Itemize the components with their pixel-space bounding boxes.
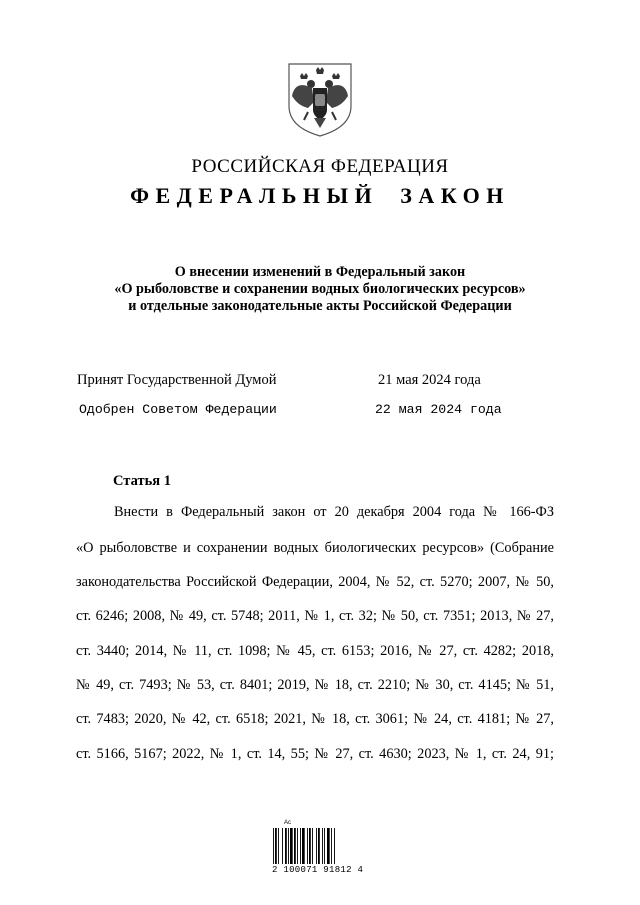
law-title-line: «О рыболовстве и сохранении водных биологических ресурсов» <box>114 281 526 297</box>
law-title <box>0 264 640 315</box>
article-line: ст. 6246; 2008, № 49, ст. 5748; 2011, № 1, ст. 32; № 50, ст. 7351; 2013, № 27, <box>76 608 554 624</box>
article-line: ст. 5166, 5167; 2022, № 1, ст. 14, 55; № 27, ст. 4630; 2023, № 1, ст. 24, 91; <box>76 746 554 762</box>
article-line: ст. 7483; 2020, № 42, ст. 6518; 2021, № 18, ст. 3061; № 24, ст. 4181; № 27, <box>76 711 554 727</box>
article-heading: Статья 1 <box>113 473 171 489</box>
barcode-bars <box>272 828 356 864</box>
council-approval-date: 22 мая 2024 года <box>375 402 502 417</box>
barcode-mark: Ac <box>284 820 292 826</box>
duma-adoption-label: Принят Государственной Думой <box>77 372 277 388</box>
article-line: законодательства Российской Федерации, 2004, № 52, ст. 5270; 2007, № 50, <box>76 574 554 590</box>
country-name: РОССИЙСКАЯ ФЕДЕРАЦИЯ <box>191 156 449 177</box>
document-type: ФЕДЕРАЛЬНЫЙ ЗАКОН <box>130 183 510 208</box>
law-title-line: О внесении изменений в Федеральный закон <box>174 264 466 280</box>
article-line: № 49, ст. 7493; № 53, ст. 8401; 2019, № 18, ст. 2210; № 30, ст. 4145; № 51, <box>76 677 554 693</box>
law-title-line: и отдельные законодательные акты Российской Федерации <box>128 298 512 314</box>
council-approval-label: Одобрен Советом Федерации <box>79 402 277 417</box>
article-line: ст. 3440; 2014, № 11, ст. 1098; № 45, ст. 6153; 2016, № 27, ст. 4282; 2018, <box>76 643 554 659</box>
duma-adoption-date: 21 мая 2024 года <box>378 372 481 388</box>
article-line: Внести в Федеральный закон от 20 декабря 2004 года № 166-ФЗ <box>114 504 554 520</box>
barcode-digits: 2 100071 91812 4 <box>272 865 364 875</box>
article-line: «О рыболовстве и сохранении водных биологических ресурсов» (Собрание <box>76 540 554 556</box>
barcode <box>272 820 364 878</box>
coat-of-arms-icon <box>286 62 354 138</box>
